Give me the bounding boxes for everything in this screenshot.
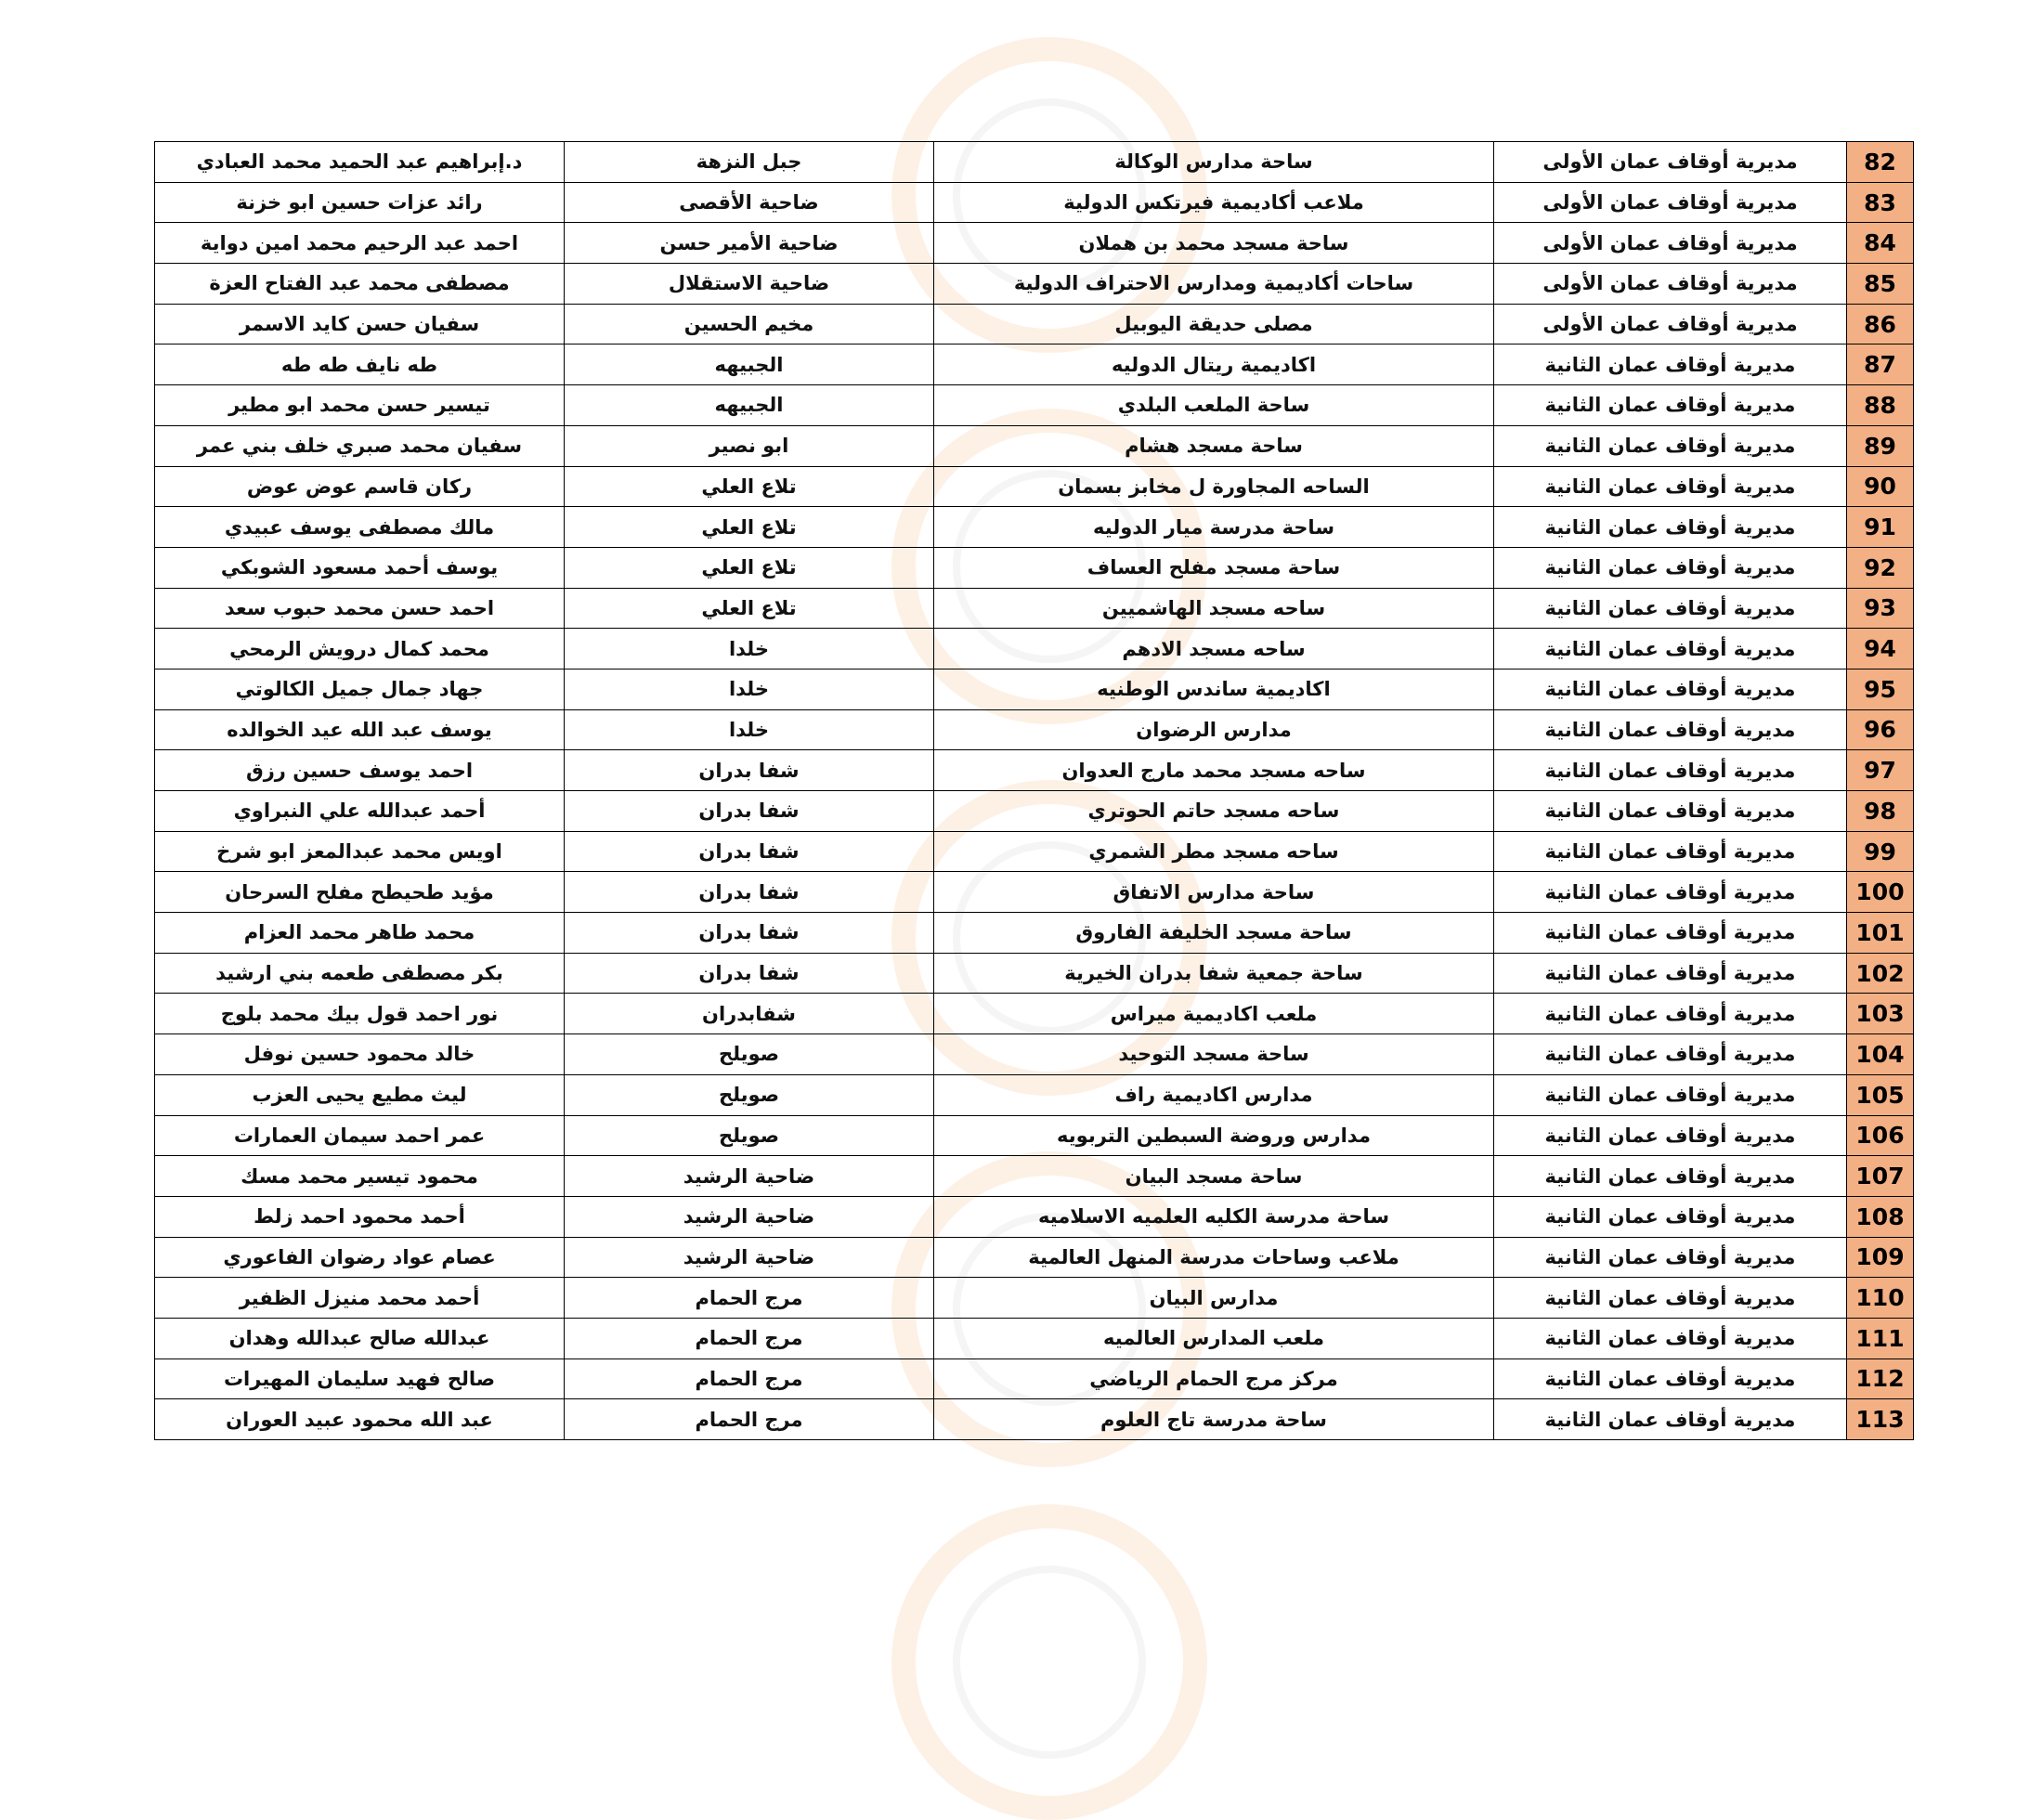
area-cell: شفا بدران	[565, 913, 934, 954]
table-row	[155, 264, 1914, 305]
table-row	[155, 1358, 1914, 1399]
area-cell: تلاع العلي	[565, 507, 934, 548]
directorate-cell: مديرية أوقاف عمان الثانية	[1494, 344, 1847, 385]
table-row	[155, 304, 1914, 344]
directorate-cell: مديرية أوقاف عمان الثانية	[1494, 831, 1847, 872]
row-number-cell: 110	[1847, 1278, 1914, 1319]
row-number-cell: 112	[1847, 1358, 1914, 1399]
location-cell: ساحه مسجد مطر الشمري	[934, 831, 1494, 872]
table-row	[155, 1196, 1914, 1237]
area-cell: الجبيهه	[565, 344, 934, 385]
person-name-cell: سفيان محمد صبري خلف بني عمر	[155, 425, 565, 466]
person-name-cell: ليث مطيع يحيى العزب	[155, 1074, 565, 1115]
row-number-cell: 113	[1847, 1399, 1914, 1440]
row-number-cell: 106	[1847, 1115, 1914, 1156]
location-cell: ساحة مسجد التوحيد	[934, 1034, 1494, 1075]
row-number-cell: 87	[1847, 344, 1914, 385]
row-number-cell: 103	[1847, 994, 1914, 1034]
table-row	[155, 1237, 1914, 1278]
directorate-cell: مديرية أوقاف عمان الثانية	[1494, 1318, 1847, 1358]
directorate-cell: مديرية أوقاف عمان الثانية	[1494, 953, 1847, 994]
person-name-cell: مصطفى محمد عبد الفتاح العزة	[155, 264, 565, 305]
row-number-cell: 100	[1847, 872, 1914, 913]
table-row	[155, 831, 1914, 872]
directorate-cell: مديرية أوقاف عمان الثانية	[1494, 1156, 1847, 1197]
row-number-cell: 86	[1847, 304, 1914, 344]
records-table-body	[155, 142, 1914, 1440]
person-name-cell: رائد عزات حسين ابو خزنة	[155, 182, 565, 223]
location-cell: ساحة مدارس الوكالة	[934, 142, 1494, 183]
person-name-cell: سفيان حسن كايد الاسمر	[155, 304, 565, 344]
area-cell: صويلح	[565, 1034, 934, 1075]
table-row	[155, 1278, 1914, 1319]
location-cell: مدارس وروضة السبطين التربويه	[934, 1115, 1494, 1156]
table-row	[155, 223, 1914, 264]
table-row	[155, 1074, 1914, 1115]
person-name-cell: محمود تيسير محمد مسك	[155, 1156, 565, 1197]
person-name-cell: احمد عبد الرحيم محمد امين دواية	[155, 223, 565, 264]
table-row	[155, 507, 1914, 548]
person-name-cell: نور احمد قول بيك محمد بلوج	[155, 994, 565, 1034]
area-cell: خلدا	[565, 709, 934, 750]
person-name-cell: اويس محمد عبدالمعز ابو شرخ	[155, 831, 565, 872]
row-number-cell: 109	[1847, 1237, 1914, 1278]
directorate-cell: مديرية أوقاف عمان الثانية	[1494, 507, 1847, 548]
row-number-cell: 84	[1847, 223, 1914, 264]
table-row	[155, 466, 1914, 507]
row-number-cell: 111	[1847, 1318, 1914, 1358]
row-number-cell: 85	[1847, 264, 1914, 305]
area-cell: مرج الحمام	[565, 1399, 934, 1440]
row-number-cell: 102	[1847, 953, 1914, 994]
row-number-cell: 93	[1847, 588, 1914, 629]
table-row	[155, 344, 1914, 385]
location-cell: مدارس الرضوان	[934, 709, 1494, 750]
area-cell: مرج الحمام	[565, 1278, 934, 1319]
table-row	[155, 425, 1914, 466]
table-row	[155, 669, 1914, 709]
row-number-cell: 95	[1847, 669, 1914, 709]
location-cell: ملعب اكاديمية ميراس	[934, 994, 1494, 1034]
area-cell: مرج الحمام	[565, 1318, 934, 1358]
area-cell: شفا بدران	[565, 831, 934, 872]
row-number-cell: 88	[1847, 385, 1914, 426]
directorate-cell: مديرية أوقاف عمان الثانية	[1494, 750, 1847, 791]
directorate-cell: مديرية أوقاف عمان الثانية	[1494, 425, 1847, 466]
row-number-cell: 104	[1847, 1034, 1914, 1075]
location-cell: ساحات أكاديمية ومدارس الاحتراف الدولية	[934, 264, 1494, 305]
area-cell: صويلح	[565, 1115, 934, 1156]
person-name-cell: عمر احمد سيمان العمارات	[155, 1115, 565, 1156]
table-row	[155, 994, 1914, 1034]
location-cell: اكاديمية ساندس الوطنيه	[934, 669, 1494, 709]
directorate-cell: مديرية أوقاف عمان الثانية	[1494, 1034, 1847, 1075]
area-cell: خلدا	[565, 669, 934, 709]
area-cell: الجبيهه	[565, 385, 934, 426]
records-table	[154, 141, 1914, 1440]
person-name-cell: يوسف عبد الله عيد الخوالده	[155, 709, 565, 750]
location-cell: ساحة مسجد هشام	[934, 425, 1494, 466]
row-number-cell: 94	[1847, 629, 1914, 670]
area-cell: شفا بدران	[565, 953, 934, 994]
row-number-cell: 82	[1847, 142, 1914, 183]
directorate-cell: مديرية أوقاف عمان الأولى	[1494, 142, 1847, 183]
person-name-cell: د.إبراهيم عبد الحميد محمد العبادي	[155, 142, 565, 183]
area-cell: ضاحية الرشيد	[565, 1156, 934, 1197]
directorate-cell: مديرية أوقاف عمان الثانية	[1494, 994, 1847, 1034]
location-cell: ساحة مدرسة ميار الدوليه	[934, 507, 1494, 548]
directorate-cell: مديرية أوقاف عمان الثانية	[1494, 709, 1847, 750]
table-row	[155, 872, 1914, 913]
area-cell: ضاحية الرشيد	[565, 1196, 934, 1237]
table-row	[155, 1399, 1914, 1440]
table-row	[155, 142, 1914, 183]
area-cell: خلدا	[565, 629, 934, 670]
person-name-cell: بكر مصطفى طعمه بني ارشيد	[155, 953, 565, 994]
area-cell: صويلح	[565, 1074, 934, 1115]
area-cell: تلاع العلي	[565, 547, 934, 588]
location-cell: ساحة مدارس الاتفاق	[934, 872, 1494, 913]
person-name-cell: يوسف أحمد مسعود الشوبكي	[155, 547, 565, 588]
person-name-cell: محمد طاهر محمد العزام	[155, 913, 565, 954]
row-number-cell: 98	[1847, 791, 1914, 832]
directorate-cell: مديرية أوقاف عمان الثانية	[1494, 872, 1847, 913]
directorate-cell: مديرية أوقاف عمان الثانية	[1494, 791, 1847, 832]
directorate-cell: مديرية أوقاف عمان الثانية	[1494, 1196, 1847, 1237]
location-cell: ملاعب أكاديمية فيرتكس الدولية	[934, 182, 1494, 223]
row-number-cell: 96	[1847, 709, 1914, 750]
area-cell: مخيم الحسين	[565, 304, 934, 344]
directorate-cell: مديرية أوقاف عمان الثانية	[1494, 466, 1847, 507]
area-cell: تلاع العلي	[565, 588, 934, 629]
location-cell: مصلى حديقة اليوبيل	[934, 304, 1494, 344]
directorate-cell: مديرية أوقاف عمان الثانية	[1494, 629, 1847, 670]
person-name-cell: عصام عواد رضوان الفاعوري	[155, 1237, 565, 1278]
location-cell: مركز مرج الحمام الرياضي	[934, 1358, 1494, 1399]
location-cell: ساحة الملعب البلدي	[934, 385, 1494, 426]
location-cell: ملاعب وساحات مدرسة المنهل العالمية	[934, 1237, 1494, 1278]
table-row	[155, 1156, 1914, 1197]
table-row	[155, 182, 1914, 223]
area-cell: ضاحية الرشيد	[565, 1237, 934, 1278]
location-cell: ساحة مسجد مفلح العساف	[934, 547, 1494, 588]
directorate-cell: مديرية أوقاف عمان الثانية	[1494, 1115, 1847, 1156]
person-name-cell: محمد كمال درويش الرمحي	[155, 629, 565, 670]
directorate-cell: مديرية أوقاف عمان الثانية	[1494, 913, 1847, 954]
person-name-cell: خالد محمود حسين نوفل	[155, 1034, 565, 1075]
person-name-cell: احمد يوسف حسين رزق	[155, 750, 565, 791]
table-row	[155, 953, 1914, 994]
person-name-cell: مالك مصطفى يوسف عبيدي	[155, 507, 565, 548]
location-cell: ساحة مسجد البيان	[934, 1156, 1494, 1197]
area-cell: مرج الحمام	[565, 1358, 934, 1399]
location-cell: مدارس البيان	[934, 1278, 1494, 1319]
area-cell: شفا بدران	[565, 872, 934, 913]
location-cell: ساحه مسجد الهاشميين	[934, 588, 1494, 629]
person-name-cell: ركان قاسم عوض عوض	[155, 466, 565, 507]
area-cell: جبل النزهة	[565, 142, 934, 183]
table-row	[155, 1115, 1914, 1156]
table-row	[155, 588, 1914, 629]
location-cell: ساحة جمعية شفا بدران الخيرية	[934, 953, 1494, 994]
row-number-cell: 97	[1847, 750, 1914, 791]
location-cell: ساحة مسجد الخليفة الفاروق	[934, 913, 1494, 954]
location-cell: ساحة مدرسة الكليه العلميه الاسلاميه	[934, 1196, 1494, 1237]
area-cell: ابو نصير	[565, 425, 934, 466]
person-name-cell: تيسير حسن محمد ابو مطير	[155, 385, 565, 426]
location-cell: ساحه مسجد حاتم الحوتري	[934, 791, 1494, 832]
area-cell: ضاحية الأقصى	[565, 182, 934, 223]
directorate-cell: مديرية أوقاف عمان الثانية	[1494, 1237, 1847, 1278]
person-name-cell: أحمد عبدالله علي النبراوي	[155, 791, 565, 832]
person-name-cell: عبد الله محمود عبيد العوران	[155, 1399, 565, 1440]
row-number-cell: 92	[1847, 547, 1914, 588]
clock-watermark-icon	[891, 1504, 1207, 1820]
directorate-cell: مديرية أوقاف عمان الثانية	[1494, 669, 1847, 709]
person-name-cell: احمد حسن محمد حبوب سعد	[155, 588, 565, 629]
table-row	[155, 1318, 1914, 1358]
person-name-cell: صالح فهيد سليمان المهيرات	[155, 1358, 565, 1399]
directorate-cell: مديرية أوقاف عمان الثانية	[1494, 385, 1847, 426]
location-cell: ساحه مسجد الادهم	[934, 629, 1494, 670]
table-row	[155, 629, 1914, 670]
directorate-cell: مديرية أوقاف عمان الأولى	[1494, 304, 1847, 344]
person-name-cell: أحمد محمد منيزل الظفير	[155, 1278, 565, 1319]
directorate-cell: مديرية أوقاف عمان الأولى	[1494, 264, 1847, 305]
directorate-cell: مديرية أوقاف عمان الأولى	[1494, 182, 1847, 223]
person-name-cell: أحمد محمود احمد زلط	[155, 1196, 565, 1237]
area-cell: ضاحية الاستقلال	[565, 264, 934, 305]
person-name-cell: جهاد جمال جميل الكالوتي	[155, 669, 565, 709]
directorate-cell: مديرية أوقاف عمان الثانية	[1494, 1358, 1847, 1399]
location-cell: الساحه المجاورة ل مخابز بسمان	[934, 466, 1494, 507]
row-number-cell: 99	[1847, 831, 1914, 872]
table-row	[155, 750, 1914, 791]
row-number-cell: 89	[1847, 425, 1914, 466]
directorate-cell: مديرية أوقاف عمان الثانية	[1494, 1278, 1847, 1319]
area-cell: شفابدران	[565, 994, 934, 1034]
directorate-cell: مديرية أوقاف عمان الأولى	[1494, 223, 1847, 264]
row-number-cell: 105	[1847, 1074, 1914, 1115]
directorate-cell: مديرية أوقاف عمان الثانية	[1494, 547, 1847, 588]
area-cell: تلاع العلي	[565, 466, 934, 507]
row-number-cell: 90	[1847, 466, 1914, 507]
row-number-cell: 91	[1847, 507, 1914, 548]
area-cell: شفا بدران	[565, 750, 934, 791]
table-row	[155, 791, 1914, 832]
area-cell: ضاحية الأمير حسن	[565, 223, 934, 264]
area-cell: شفا بدران	[565, 791, 934, 832]
directorate-cell: مديرية أوقاف عمان الثانية	[1494, 1399, 1847, 1440]
table-row	[155, 547, 1914, 588]
row-number-cell: 101	[1847, 913, 1914, 954]
table-row	[155, 1034, 1914, 1075]
row-number-cell: 108	[1847, 1196, 1914, 1237]
person-name-cell: طه نايف طه طه	[155, 344, 565, 385]
row-number-cell: 83	[1847, 182, 1914, 223]
location-cell: ساحة مسجد محمد بن هملان	[934, 223, 1494, 264]
table-row	[155, 385, 1914, 426]
person-name-cell: عبدالله صالح عبدالله وهدان	[155, 1318, 565, 1358]
location-cell: ساحة مدرسة تاج العلوم	[934, 1399, 1494, 1440]
row-number-cell: 107	[1847, 1156, 1914, 1197]
location-cell: اكاديمية ريتال الدوليه	[934, 344, 1494, 385]
location-cell: مدارس اكاديمية راف	[934, 1074, 1494, 1115]
person-name-cell: مؤيد طحيطح مفلح السرحان	[155, 872, 565, 913]
directorate-cell: مديرية أوقاف عمان الثانية	[1494, 588, 1847, 629]
location-cell: ملعب المدارس العالميه	[934, 1318, 1494, 1358]
table-row	[155, 709, 1914, 750]
location-cell: ساحه مسجد محمد مارج العدوان	[934, 750, 1494, 791]
table-row	[155, 913, 1914, 954]
directorate-cell: مديرية أوقاف عمان الثانية	[1494, 1074, 1847, 1115]
